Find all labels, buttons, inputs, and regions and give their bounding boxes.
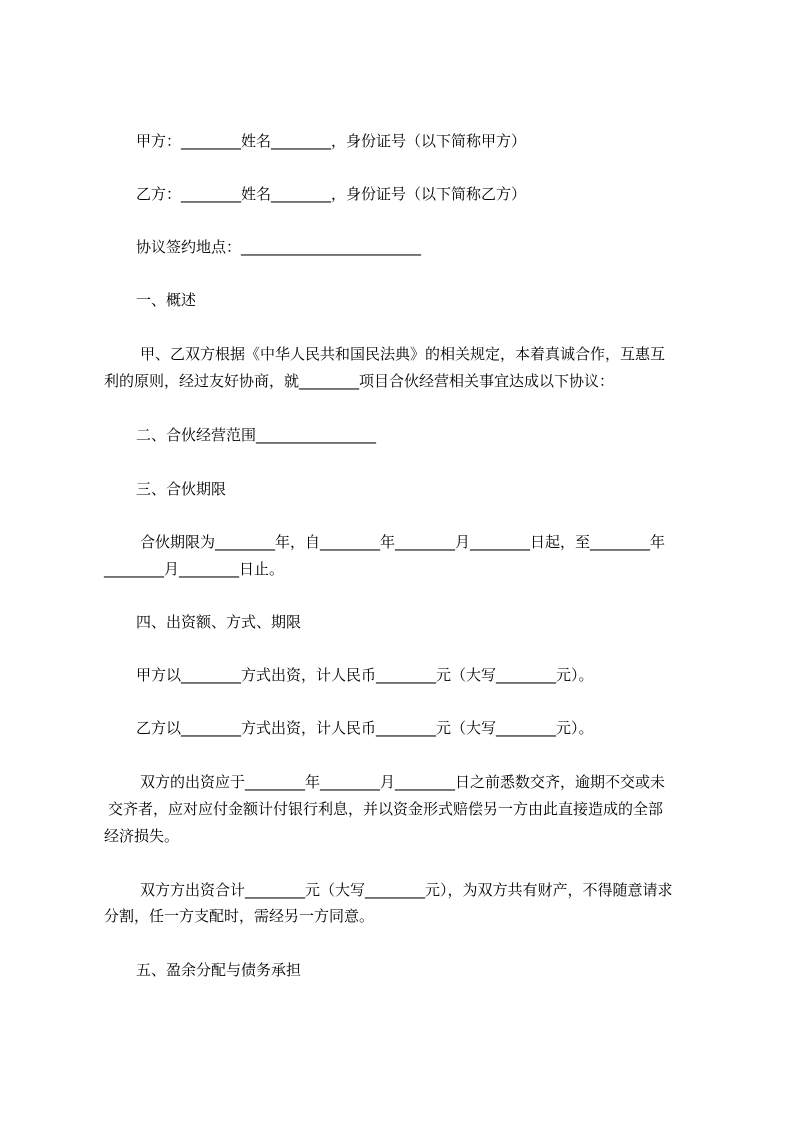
section-3-paragraph-line-1: 合伙期限为________年，自________年________月________日起，至________年	[140, 533, 666, 551]
section-4-party-a-contribution: 甲方以________方式出资，计人民币________元（大写________元）。	[136, 666, 594, 684]
section-1-title: 一、概述	[136, 291, 197, 309]
party-a-line: 甲方：________姓名________，身份证号（以下简称甲方）	[136, 132, 527, 150]
section-4-total-line-2: 分割，任一方支配时，需经另一方同意。	[104, 907, 375, 925]
party-b-line: 乙方：________姓名________，身份证号（以下简称乙方）	[136, 185, 527, 203]
section-5-title: 五、盈余分配与债务承担	[136, 961, 302, 979]
section-4-deadline-line-1: 双方的出资应于________年________月________日之前悉数交齐，逾期不交或未	[140, 773, 666, 791]
section-4-deadline-line-3: 经济损失。	[104, 827, 180, 845]
signing-location-line: 协议签约地点：________________________	[136, 238, 422, 256]
section-1-paragraph-line-2: 利的原则，经过友好协商，就________项目合伙经营相关事宜达成以下协议：	[104, 372, 615, 390]
section-4-title: 四、出资额、方式、期限	[136, 613, 302, 631]
section-3-paragraph-line-2: ________月________日止。	[104, 560, 285, 578]
section-1-paragraph-line-1: 甲、乙双方根据《中华人民共和国民法典》的相关规定，本着真诚合作，互惠互	[140, 345, 666, 363]
section-3-title: 三、合伙期限	[136, 480, 227, 498]
section-2-title: 二、合伙经营范围________________	[136, 426, 377, 444]
section-4-total-line-1: 双方方出资合计________元（大写________元），为双方共有财产，不得随意请求	[140, 881, 673, 899]
section-4-deadline-line-2: 交齐者，应对应付金额计付银行利息，并以资金形式赔偿另一方由此直接造成的全部	[108, 800, 664, 818]
section-4-party-b-contribution: 乙方以________方式出资，计人民币________元（大写________元）。	[136, 719, 594, 737]
